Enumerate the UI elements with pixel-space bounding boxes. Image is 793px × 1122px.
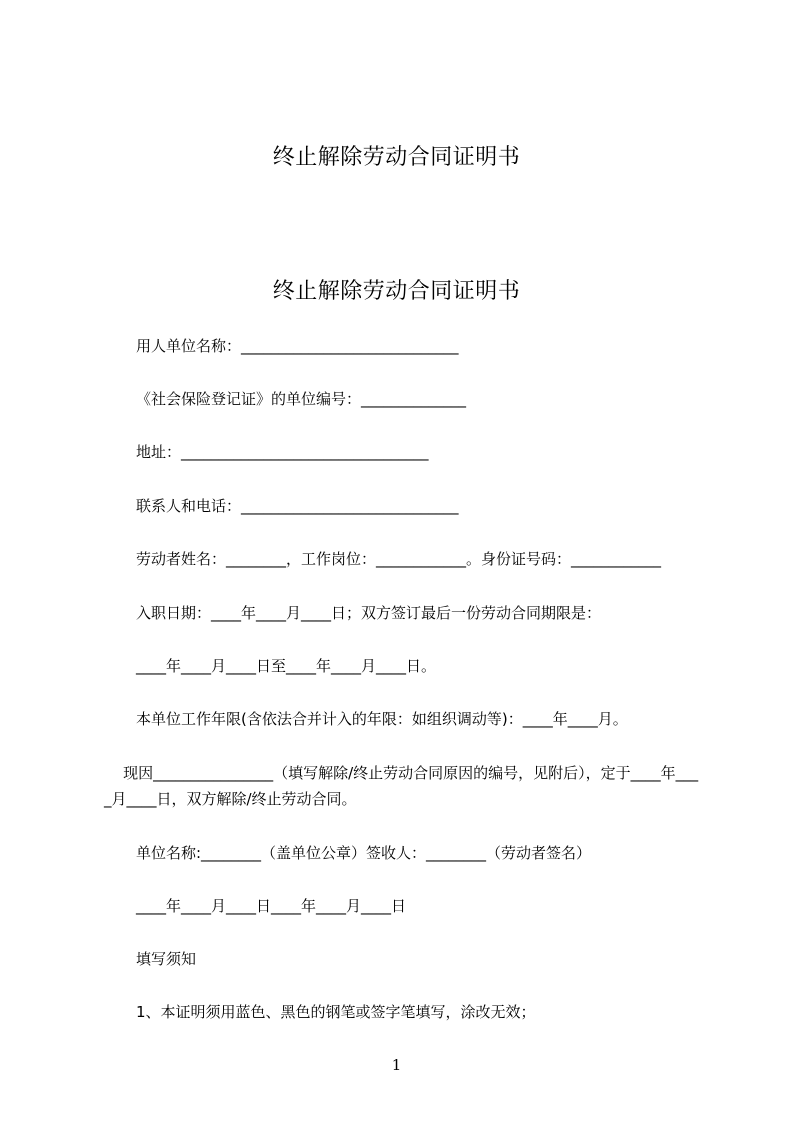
signature-dates-field: ____年____月____日____年____月____日 bbox=[136, 897, 407, 915]
signatures-field: 单位名称:________（盖单位公章）签收人：________（劳动者签名） bbox=[136, 844, 592, 862]
page-number: 1 bbox=[391, 1056, 402, 1074]
notes-heading: 填写须知 bbox=[136, 950, 197, 968]
note-item: 1、本证明须用蓝色、黑色的钢笔或签字笔填写，涂改无效； bbox=[136, 1003, 536, 1021]
social-security-number-field: 《社会保险登记证》的单位编号：______________ bbox=[136, 390, 467, 408]
termination-reason-paragraph: 现因________________（填写解除/终止劳动合同原因的编号，见附后），定于____年____月____日，双方解除/终止劳动合同。 bbox=[104, 764, 699, 808]
work-years-field: 本单位工作年限(含依法合并计入的年限：如组织调动等)：____年____月。 bbox=[136, 710, 628, 728]
entry-date-field: 入职日期：____年____月____日；双方签订最后一份劳动合同期限是： bbox=[136, 604, 602, 622]
worker-info-field: 劳动者姓名：________，工作岗位：____________。身份证号码：____________ bbox=[136, 550, 662, 568]
contract-period-field: ____年____月____日至____年____月____日。 bbox=[136, 657, 437, 675]
certificate-title: 终止解除劳动合同证明书 bbox=[272, 279, 521, 304]
document-header-title: 终止解除劳动合同证明书 bbox=[272, 145, 521, 170]
employer-name-field: 用人单位名称：_____________________________ bbox=[136, 337, 459, 355]
contact-phone-field: 联系人和电话：_____________________________ bbox=[136, 497, 459, 515]
address-field: 地址：_________________________________ bbox=[136, 443, 429, 461]
